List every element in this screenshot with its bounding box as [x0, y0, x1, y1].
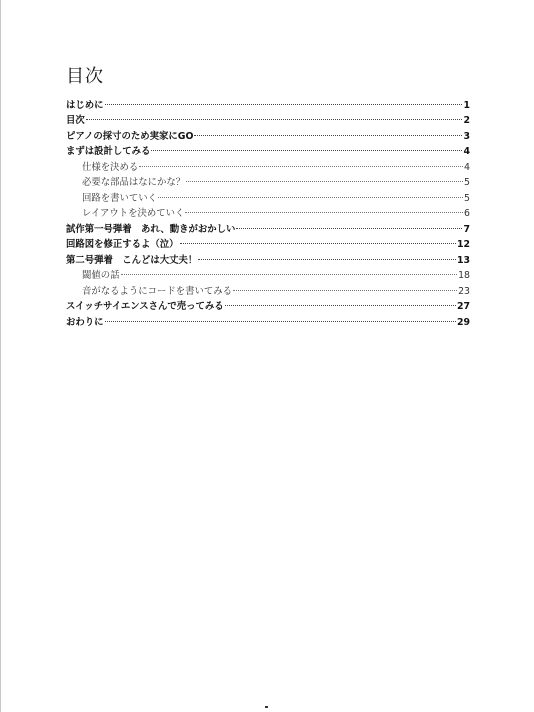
toc-entry-label: ピアノの採寸のため実家にGO	[66, 130, 194, 142]
toc-page-number: 29	[456, 316, 470, 328]
toc-page-number: 2	[463, 115, 470, 126]
toc-page-number: 23	[458, 285, 470, 297]
toc-dot-leader	[180, 232, 456, 248]
toc-entry[interactable]	[66, 92, 470, 111]
toc-entry-label: 第二号弾着 こんどは大丈夫！	[66, 254, 198, 266]
toc-entry-label: まずは設計してみる	[66, 146, 151, 157]
toc-entry-label: 音がなるようにコードを書いてみる	[82, 285, 233, 297]
toc-page-number: 27	[456, 301, 470, 312]
toc-dot-leader	[198, 247, 456, 263]
toc-entry[interactable]	[66, 309, 470, 328]
toc-entry-label: 目次	[66, 115, 85, 126]
toc-page-number: 13	[456, 254, 470, 266]
toc-dot-leader	[194, 123, 462, 139]
toc-page-number: 4	[463, 146, 470, 157]
toc-page-number: 4	[464, 161, 470, 173]
toc-dot-leader	[158, 185, 463, 201]
toc-entry-label: 試作第一号弾着 あれ、動きがおかしい	[66, 223, 236, 235]
toc-dot-leader	[236, 216, 462, 232]
toc-title: 目次	[66, 66, 104, 87]
page-left-border	[0, 0, 1, 712]
toc-dot-leader	[121, 263, 458, 279]
toc-page-number: 18	[458, 270, 470, 281]
toc-entry-label: レイアウトを決めていく	[82, 208, 185, 219]
toc-entry[interactable]	[66, 123, 470, 142]
toc-entry-label: 仕様を決める	[82, 161, 139, 173]
toc-dot-leader	[86, 108, 463, 124]
toc-entry-label: スイッチサイエンスさんで売ってみる	[66, 301, 224, 312]
toc-entry-label: はじめに	[66, 99, 104, 111]
toc-entry-label: 回路を書いていく	[82, 192, 158, 204]
toc-page-number: 12	[456, 239, 470, 250]
toc-page-number: 7	[463, 223, 470, 235]
toc-dot-leader	[185, 201, 463, 217]
toc-entry-label: おわりに	[66, 316, 104, 328]
toc-dot-leader	[151, 139, 462, 155]
toc-page-number: 5	[464, 192, 470, 204]
toc-dot-leader	[225, 294, 456, 310]
toc-entry-label: 回路図を修正するよ（泣）	[66, 239, 179, 250]
toc-dot-leader	[186, 170, 463, 186]
toc-dot-leader	[105, 92, 463, 108]
toc-dot-leader	[105, 309, 456, 325]
toc-dot-leader	[139, 154, 463, 170]
toc-page-number: 1	[463, 99, 470, 111]
toc-page-number: 5	[464, 177, 470, 188]
toc-subentry[interactable]	[66, 263, 470, 279]
toc-page-number: 3	[463, 130, 470, 142]
toc-dot-leader	[233, 278, 457, 294]
table-of-contents	[66, 92, 470, 328]
toc-entry[interactable]	[66, 108, 470, 124]
toc-entry-label: 必要な部品はなにかな？	[82, 177, 186, 188]
toc-entry-label: 閾値の話	[82, 270, 120, 281]
toc-subentry[interactable]	[66, 278, 470, 297]
toc-page-number: 6	[464, 208, 470, 219]
page-footer-mark	[265, 706, 268, 708]
